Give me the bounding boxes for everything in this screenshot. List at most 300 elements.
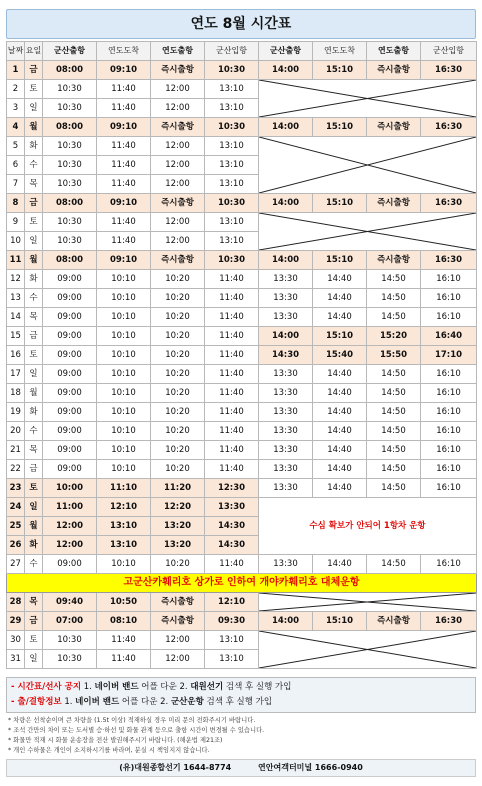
time-cell: 14:40 — [313, 422, 367, 441]
time-cell: 13:10 — [205, 99, 259, 118]
time-cell: 12:00 — [151, 99, 205, 118]
date-cell: 10 — [7, 232, 25, 251]
time-cell: 13:30 — [259, 479, 313, 498]
cross-out-mark — [259, 593, 476, 611]
time-cell: 10:20 — [151, 327, 205, 346]
column-header: 요일 — [25, 42, 43, 61]
weekday-cell: 일 — [25, 99, 43, 118]
time-cell: 13:10 — [205, 650, 259, 669]
time-cell: 10:10 — [97, 346, 151, 365]
time-cell: 16:10 — [421, 289, 477, 308]
time-cell: 10:30 — [43, 156, 97, 175]
time-cell: 즉시출항 — [151, 194, 205, 213]
no-service-cell — [259, 213, 477, 251]
time-cell: 13:10 — [97, 517, 151, 536]
time-cell: 14:00 — [259, 327, 313, 346]
time-cell: 11:40 — [205, 403, 259, 422]
weekday-cell: 금 — [25, 194, 43, 213]
time-cell: 11:40 — [205, 365, 259, 384]
time-cell: 즉시출항 — [151, 251, 205, 270]
table-row — [7, 631, 477, 650]
weekday-cell: 토 — [25, 631, 43, 650]
time-cell: 09:40 — [43, 593, 97, 612]
time-cell: 11:40 — [205, 308, 259, 327]
date-cell: 7 — [7, 175, 25, 194]
weekday-cell: 월 — [25, 384, 43, 403]
time-cell: 12:00 — [151, 175, 205, 194]
time-cell: 15:10 — [313, 327, 367, 346]
table-row — [7, 137, 477, 156]
date-cell: 6 — [7, 156, 25, 175]
time-cell: 11:40 — [97, 156, 151, 175]
time-cell: 14:50 — [367, 289, 421, 308]
time-cell: 13:30 — [259, 441, 313, 460]
time-cell: 09:00 — [43, 308, 97, 327]
time-cell: 10:10 — [97, 555, 151, 574]
column-header: 군산입항 — [421, 42, 477, 61]
time-cell: 13:10 — [205, 631, 259, 650]
weekday-cell: 수 — [25, 422, 43, 441]
no-service-cell — [259, 80, 477, 118]
table-row — [7, 270, 477, 289]
time-cell: 즉시출항 — [367, 118, 421, 137]
date-cell: 16 — [7, 346, 25, 365]
time-cell: 15:10 — [313, 251, 367, 270]
time-cell: 09:10 — [97, 118, 151, 137]
time-cell: 12:00 — [151, 232, 205, 251]
column-header: 연도출항 — [151, 42, 205, 61]
time-cell: 14:50 — [367, 441, 421, 460]
column-header: 군산입항 — [205, 42, 259, 61]
time-cell: 14:40 — [313, 555, 367, 574]
time-cell: 10:20 — [151, 346, 205, 365]
time-cell: 09:00 — [43, 384, 97, 403]
time-cell: 14:40 — [313, 460, 367, 479]
time-cell: 14:40 — [313, 308, 367, 327]
time-cell: 16:10 — [421, 270, 477, 289]
contact-bar — [6, 759, 476, 777]
weekday-cell: 화 — [25, 536, 43, 555]
time-cell: 09:00 — [43, 555, 97, 574]
time-cell: 10:10 — [97, 441, 151, 460]
date-cell: 26 — [7, 536, 25, 555]
weekday-cell: 금 — [25, 61, 43, 80]
time-cell: 16:10 — [421, 479, 477, 498]
time-cell: 16:10 — [421, 460, 477, 479]
time-cell: 14:50 — [367, 365, 421, 384]
table-row — [7, 460, 477, 479]
time-cell: 10:10 — [97, 270, 151, 289]
time-cell: 15:10 — [313, 612, 367, 631]
table-row — [7, 80, 477, 99]
time-cell: 14:50 — [367, 555, 421, 574]
date-cell: 12 — [7, 270, 25, 289]
table-row — [7, 327, 477, 346]
time-cell: 16:30 — [421, 612, 477, 631]
time-cell: 13:10 — [205, 213, 259, 232]
date-cell: 2 — [7, 80, 25, 99]
weekday-cell: 월 — [25, 118, 43, 137]
time-cell: 15:10 — [313, 194, 367, 213]
time-cell: 10:10 — [97, 422, 151, 441]
time-cell: 14:40 — [313, 479, 367, 498]
weekday-cell: 토 — [25, 80, 43, 99]
time-cell: 09:10 — [97, 61, 151, 80]
time-cell: 16:40 — [421, 327, 477, 346]
time-cell: 12:00 — [151, 156, 205, 175]
column-header: 연도도착 — [97, 42, 151, 61]
time-cell: 11:40 — [205, 346, 259, 365]
time-cell: 09:10 — [97, 194, 151, 213]
time-cell: 11:40 — [97, 80, 151, 99]
time-cell: 14:30 — [259, 346, 313, 365]
time-cell: 14:00 — [259, 194, 313, 213]
weekday-cell: 토 — [25, 346, 43, 365]
info-tag: - 출/결항정보 — [11, 697, 62, 707]
time-cell: 11:40 — [205, 289, 259, 308]
weekday-cell: 월 — [25, 251, 43, 270]
time-cell: 10:30 — [205, 61, 259, 80]
replacement-notice: 고군산카훼리호 상가로 인하여 개야카훼리호 대체운항 — [7, 574, 477, 593]
time-cell: 12:00 — [43, 536, 97, 555]
time-cell: 16:30 — [421, 251, 477, 270]
time-cell: 14:40 — [313, 384, 367, 403]
time-cell: 09:00 — [43, 460, 97, 479]
time-cell: 14:40 — [313, 403, 367, 422]
cross-out-mark — [259, 213, 476, 250]
time-cell: 14:30 — [205, 536, 259, 555]
weekday-cell: 수 — [25, 555, 43, 574]
time-cell: 11:40 — [205, 441, 259, 460]
time-cell: 16:10 — [421, 384, 477, 403]
date-cell: 8 — [7, 194, 25, 213]
table-row — [7, 555, 477, 574]
time-cell: 14:40 — [313, 289, 367, 308]
time-cell: 12:10 — [97, 498, 151, 517]
time-cell: 08:00 — [43, 194, 97, 213]
time-cell: 16:30 — [421, 118, 477, 137]
time-cell: 16:10 — [421, 308, 477, 327]
time-cell: 10:30 — [43, 213, 97, 232]
time-cell: 10:20 — [151, 384, 205, 403]
time-cell: 13:30 — [205, 498, 259, 517]
table-row — [7, 441, 477, 460]
date-cell: 13 — [7, 289, 25, 308]
time-cell: 즉시출항 — [367, 194, 421, 213]
time-cell: 10:10 — [97, 403, 151, 422]
timetable-page — [6, 9, 476, 777]
time-cell: 16:30 — [421, 61, 477, 80]
time-cell: 14:50 — [367, 308, 421, 327]
contact-company: (유)대원종합선기 1644-8774 — [119, 763, 232, 772]
contact-terminal: 연안여객터미널 1666-0940 — [258, 763, 363, 772]
time-cell: 09:00 — [43, 365, 97, 384]
time-cell: 10:10 — [97, 289, 151, 308]
time-cell: 10:10 — [97, 384, 151, 403]
time-cell: 13:10 — [97, 536, 151, 555]
weekday-cell: 금 — [25, 327, 43, 346]
time-cell: 13:30 — [259, 422, 313, 441]
time-cell: 11:40 — [97, 232, 151, 251]
cross-out-mark — [259, 137, 476, 193]
time-cell: 15:20 — [367, 327, 421, 346]
weekday-cell: 토 — [25, 479, 43, 498]
date-cell: 30 — [7, 631, 25, 650]
table-row — [7, 498, 477, 517]
time-cell: 즉시출항 — [151, 593, 205, 612]
time-cell: 10:30 — [43, 99, 97, 118]
weekday-cell: 목 — [25, 441, 43, 460]
time-cell: 09:00 — [43, 327, 97, 346]
time-cell: 09:00 — [43, 346, 97, 365]
date-cell: 20 — [7, 422, 25, 441]
time-cell: 15:40 — [313, 346, 367, 365]
date-cell: 5 — [7, 137, 25, 156]
date-cell: 15 — [7, 327, 25, 346]
header-row — [7, 42, 477, 61]
time-cell: 09:10 — [97, 251, 151, 270]
weekday-cell: 수 — [25, 289, 43, 308]
time-cell: 10:20 — [151, 403, 205, 422]
time-cell: 10:30 — [43, 650, 97, 669]
time-cell: 12:00 — [151, 650, 205, 669]
time-cell: 08:00 — [43, 61, 97, 80]
time-cell: 즉시출항 — [367, 251, 421, 270]
time-cell: 11:40 — [205, 460, 259, 479]
page-title: 연도 8월 시간표 — [6, 9, 476, 39]
weekday-cell: 금 — [25, 460, 43, 479]
time-cell: 16:10 — [421, 403, 477, 422]
time-cell: 09:00 — [43, 289, 97, 308]
time-cell: 16:10 — [421, 441, 477, 460]
time-cell: 14:30 — [205, 517, 259, 536]
time-cell: 12:00 — [151, 80, 205, 99]
time-cell: 10:30 — [43, 175, 97, 194]
table-row — [7, 346, 477, 365]
cross-out-mark — [259, 80, 476, 117]
table-row — [7, 194, 477, 213]
time-cell: 12:00 — [151, 213, 205, 232]
column-header: 연도도착 — [313, 42, 367, 61]
time-cell: 08:00 — [43, 118, 97, 137]
note-line: * 개인 수하물은 개인이 소지하시기를 바라며, 분실 시 책임지지 않습니다. — [8, 747, 210, 754]
cross-out-mark — [259, 631, 476, 668]
time-cell: 16:10 — [421, 555, 477, 574]
time-cell: 10:30 — [205, 118, 259, 137]
time-cell: 15:10 — [313, 118, 367, 137]
weekday-cell: 일 — [25, 498, 43, 517]
time-cell: 13:30 — [259, 460, 313, 479]
time-cell: 10:20 — [151, 441, 205, 460]
time-cell: 11:40 — [205, 384, 259, 403]
time-cell: 10:20 — [151, 289, 205, 308]
weekday-cell: 화 — [25, 403, 43, 422]
table-row — [7, 422, 477, 441]
time-cell: 13:30 — [259, 308, 313, 327]
time-cell: 11:40 — [97, 213, 151, 232]
time-cell: 08:00 — [43, 251, 97, 270]
time-cell: 13:30 — [259, 365, 313, 384]
date-cell: 31 — [7, 650, 25, 669]
time-cell: 13:30 — [259, 384, 313, 403]
time-cell: 11:40 — [97, 631, 151, 650]
date-cell: 29 — [7, 612, 25, 631]
date-cell: 17 — [7, 365, 25, 384]
time-cell: 11:40 — [97, 99, 151, 118]
info-line-notice: - 시간표/선사 공지 1. 네이버 밴드 어플 다운 2. 대원선기 검색 후 실행 가입 — [11, 682, 292, 692]
time-cell: 13:30 — [259, 270, 313, 289]
weekday-cell: 금 — [25, 612, 43, 631]
time-cell: 11:20 — [151, 479, 205, 498]
time-cell: 09:00 — [43, 270, 97, 289]
time-cell: 10:20 — [151, 308, 205, 327]
time-cell: 10:00 — [43, 479, 97, 498]
table-row — [7, 612, 477, 631]
weekday-cell: 일 — [25, 232, 43, 251]
time-cell: 10:10 — [97, 327, 151, 346]
time-cell: 10:50 — [97, 593, 151, 612]
time-cell: 즉시출항 — [367, 61, 421, 80]
weekday-cell: 화 — [25, 270, 43, 289]
time-cell: 14:50 — [367, 403, 421, 422]
time-cell: 즉시출항 — [151, 118, 205, 137]
time-cell: 13:10 — [205, 232, 259, 251]
weekday-cell: 목 — [25, 593, 43, 612]
date-cell: 14 — [7, 308, 25, 327]
time-cell: 10:30 — [205, 194, 259, 213]
column-header: 날짜 — [7, 42, 25, 61]
time-cell: 12:00 — [151, 631, 205, 650]
notice-row — [7, 574, 477, 593]
time-cell: 09:00 — [43, 441, 97, 460]
column-header: 군산출항 — [43, 42, 97, 61]
time-cell: 11:40 — [205, 422, 259, 441]
time-cell: 17:10 — [421, 346, 477, 365]
weekday-cell: 화 — [25, 137, 43, 156]
date-cell: 3 — [7, 99, 25, 118]
time-cell: 12:20 — [151, 498, 205, 517]
time-cell: 11:40 — [97, 175, 151, 194]
date-cell: 23 — [7, 479, 25, 498]
time-cell: 11:40 — [97, 137, 151, 156]
time-cell: 11:40 — [205, 327, 259, 346]
time-cell: 14:40 — [313, 365, 367, 384]
table-row — [7, 118, 477, 137]
date-cell: 22 — [7, 460, 25, 479]
time-cell: 10:30 — [205, 251, 259, 270]
time-cell: 10:20 — [151, 270, 205, 289]
time-cell: 13:10 — [205, 80, 259, 99]
time-cell: 10:20 — [151, 422, 205, 441]
time-cell: 11:40 — [205, 270, 259, 289]
time-cell: 14:50 — [367, 384, 421, 403]
time-cell: 즉시출항 — [151, 612, 205, 631]
time-cell: 11:40 — [97, 650, 151, 669]
time-cell: 13:10 — [205, 137, 259, 156]
column-header: 연도출항 — [367, 42, 421, 61]
time-cell: 10:30 — [43, 137, 97, 156]
time-cell: 10:10 — [97, 460, 151, 479]
time-cell: 14:00 — [259, 118, 313, 137]
date-cell: 18 — [7, 384, 25, 403]
info-box — [6, 677, 476, 713]
no-service-cell — [259, 593, 477, 612]
info-tag: - 시간표/선사 공지 — [11, 682, 82, 692]
time-cell: 09:00 — [43, 422, 97, 441]
note-line: * 차량은 선착순이며 큰 차량을 (1.5t 이상) 적재하실 경우 미리 문의 전화주시기 바랍니다. — [8, 717, 256, 724]
weekday-cell: 목 — [25, 308, 43, 327]
weekday-cell: 일 — [25, 650, 43, 669]
time-cell: 14:00 — [259, 61, 313, 80]
note-line: * 조석 간만의 차이 또는 도서별 승·하선 및 화물 관계 등으로 출항 시간이 변경될 수 있습니다. — [8, 727, 265, 734]
time-cell: 16:10 — [421, 365, 477, 384]
column-header: 군산출항 — [259, 42, 313, 61]
time-cell: 10:30 — [43, 80, 97, 99]
table-row — [7, 593, 477, 612]
table-row — [7, 251, 477, 270]
date-cell: 1 — [7, 61, 25, 80]
time-cell: 11:40 — [205, 555, 259, 574]
time-cell: 13:10 — [205, 156, 259, 175]
time-cell: 09:30 — [205, 612, 259, 631]
time-cell: 10:30 — [43, 631, 97, 650]
time-cell: 07:00 — [43, 612, 97, 631]
time-cell: 13:20 — [151, 536, 205, 555]
no-service-cell — [259, 631, 477, 669]
timetable — [6, 41, 477, 669]
time-cell: 10:30 — [43, 232, 97, 251]
table-row — [7, 213, 477, 232]
table-row — [7, 403, 477, 422]
table-row — [7, 308, 477, 327]
weekday-cell: 목 — [25, 175, 43, 194]
service-message: 수심 확보가 안되어 1항차 운항 — [259, 498, 477, 555]
time-cell: 10:20 — [151, 365, 205, 384]
time-cell: 14:50 — [367, 479, 421, 498]
time-cell: 14:40 — [313, 270, 367, 289]
table-row — [7, 289, 477, 308]
time-cell: 12:00 — [151, 137, 205, 156]
time-cell: 즉시출항 — [367, 612, 421, 631]
time-cell: 08:10 — [97, 612, 151, 631]
date-cell: 24 — [7, 498, 25, 517]
time-cell: 14:50 — [367, 270, 421, 289]
date-cell: 9 — [7, 213, 25, 232]
date-cell: 28 — [7, 593, 25, 612]
time-cell: 12:30 — [205, 479, 259, 498]
weekday-cell: 수 — [25, 156, 43, 175]
time-cell: 14:50 — [367, 460, 421, 479]
no-service-cell — [259, 137, 477, 194]
time-cell: 14:40 — [313, 441, 367, 460]
weekday-cell: 일 — [25, 365, 43, 384]
time-cell: 16:10 — [421, 422, 477, 441]
date-cell: 21 — [7, 441, 25, 460]
date-cell: 25 — [7, 517, 25, 536]
time-cell: 즉시출항 — [151, 61, 205, 80]
time-cell: 11:10 — [97, 479, 151, 498]
time-cell: 12:10 — [205, 593, 259, 612]
time-cell: 14:00 — [259, 251, 313, 270]
time-cell: 10:10 — [97, 365, 151, 384]
date-cell: 19 — [7, 403, 25, 422]
time-cell: 10:20 — [151, 460, 205, 479]
time-cell: 14:50 — [367, 422, 421, 441]
table-row — [7, 61, 477, 80]
time-cell: 13:20 — [151, 517, 205, 536]
time-cell: 11:00 — [43, 498, 97, 517]
time-cell: 10:20 — [151, 555, 205, 574]
